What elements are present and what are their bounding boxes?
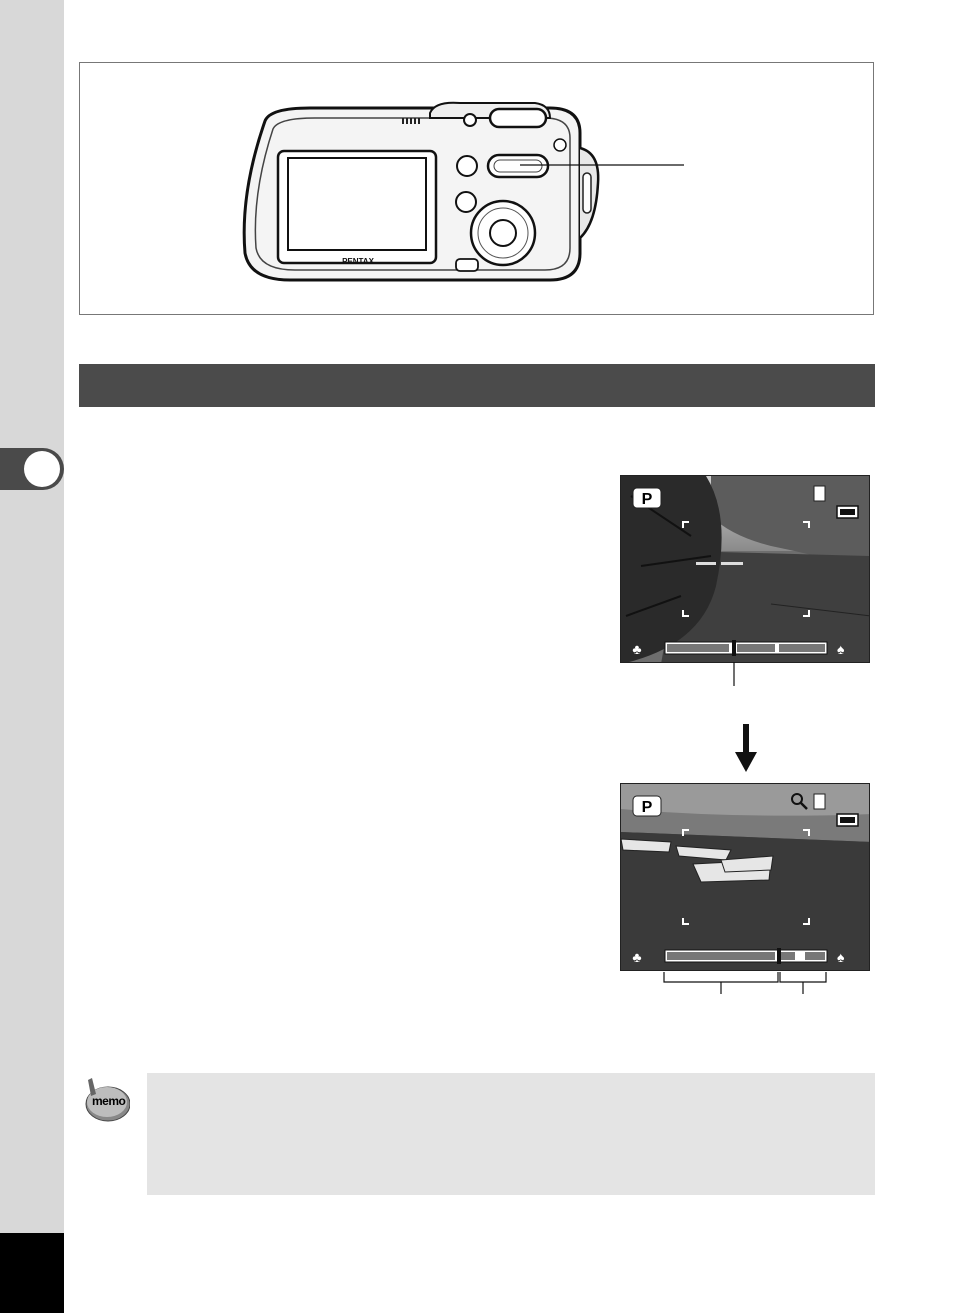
memory-card-icon (814, 794, 825, 809)
wide-zoom-icon: ♣ (632, 641, 642, 657)
camera-illustration-frame (79, 62, 874, 315)
page-number-block (0, 1233, 64, 1313)
side-strip (0, 0, 64, 1313)
zoom-range-brackets (660, 970, 832, 996)
tele-zoom-icon: ♠ (837, 641, 845, 657)
memo-icon-label: memo (92, 1094, 126, 1108)
camera-back-illustration (80, 63, 875, 316)
lcd-preview-wide (620, 475, 870, 663)
zoom-marker-callout (730, 662, 738, 688)
wide-zoom-icon: ♣ (632, 949, 642, 965)
lcd-preview-tele (620, 783, 870, 971)
arrow-down-icon (735, 724, 757, 772)
zoom-position-marker (777, 948, 781, 964)
section-heading-bar (79, 364, 875, 407)
memory-card-icon (814, 486, 825, 501)
shooting-mode-icon: P (641, 491, 653, 508)
zoom-position-marker (732, 640, 736, 656)
shooting-mode-icon: P (641, 799, 653, 816)
chapter-number-circle (24, 451, 60, 487)
camera-brand-label: PENTAX (342, 257, 374, 266)
memo-box (147, 1073, 875, 1195)
tele-zoom-icon: ♠ (837, 949, 845, 965)
